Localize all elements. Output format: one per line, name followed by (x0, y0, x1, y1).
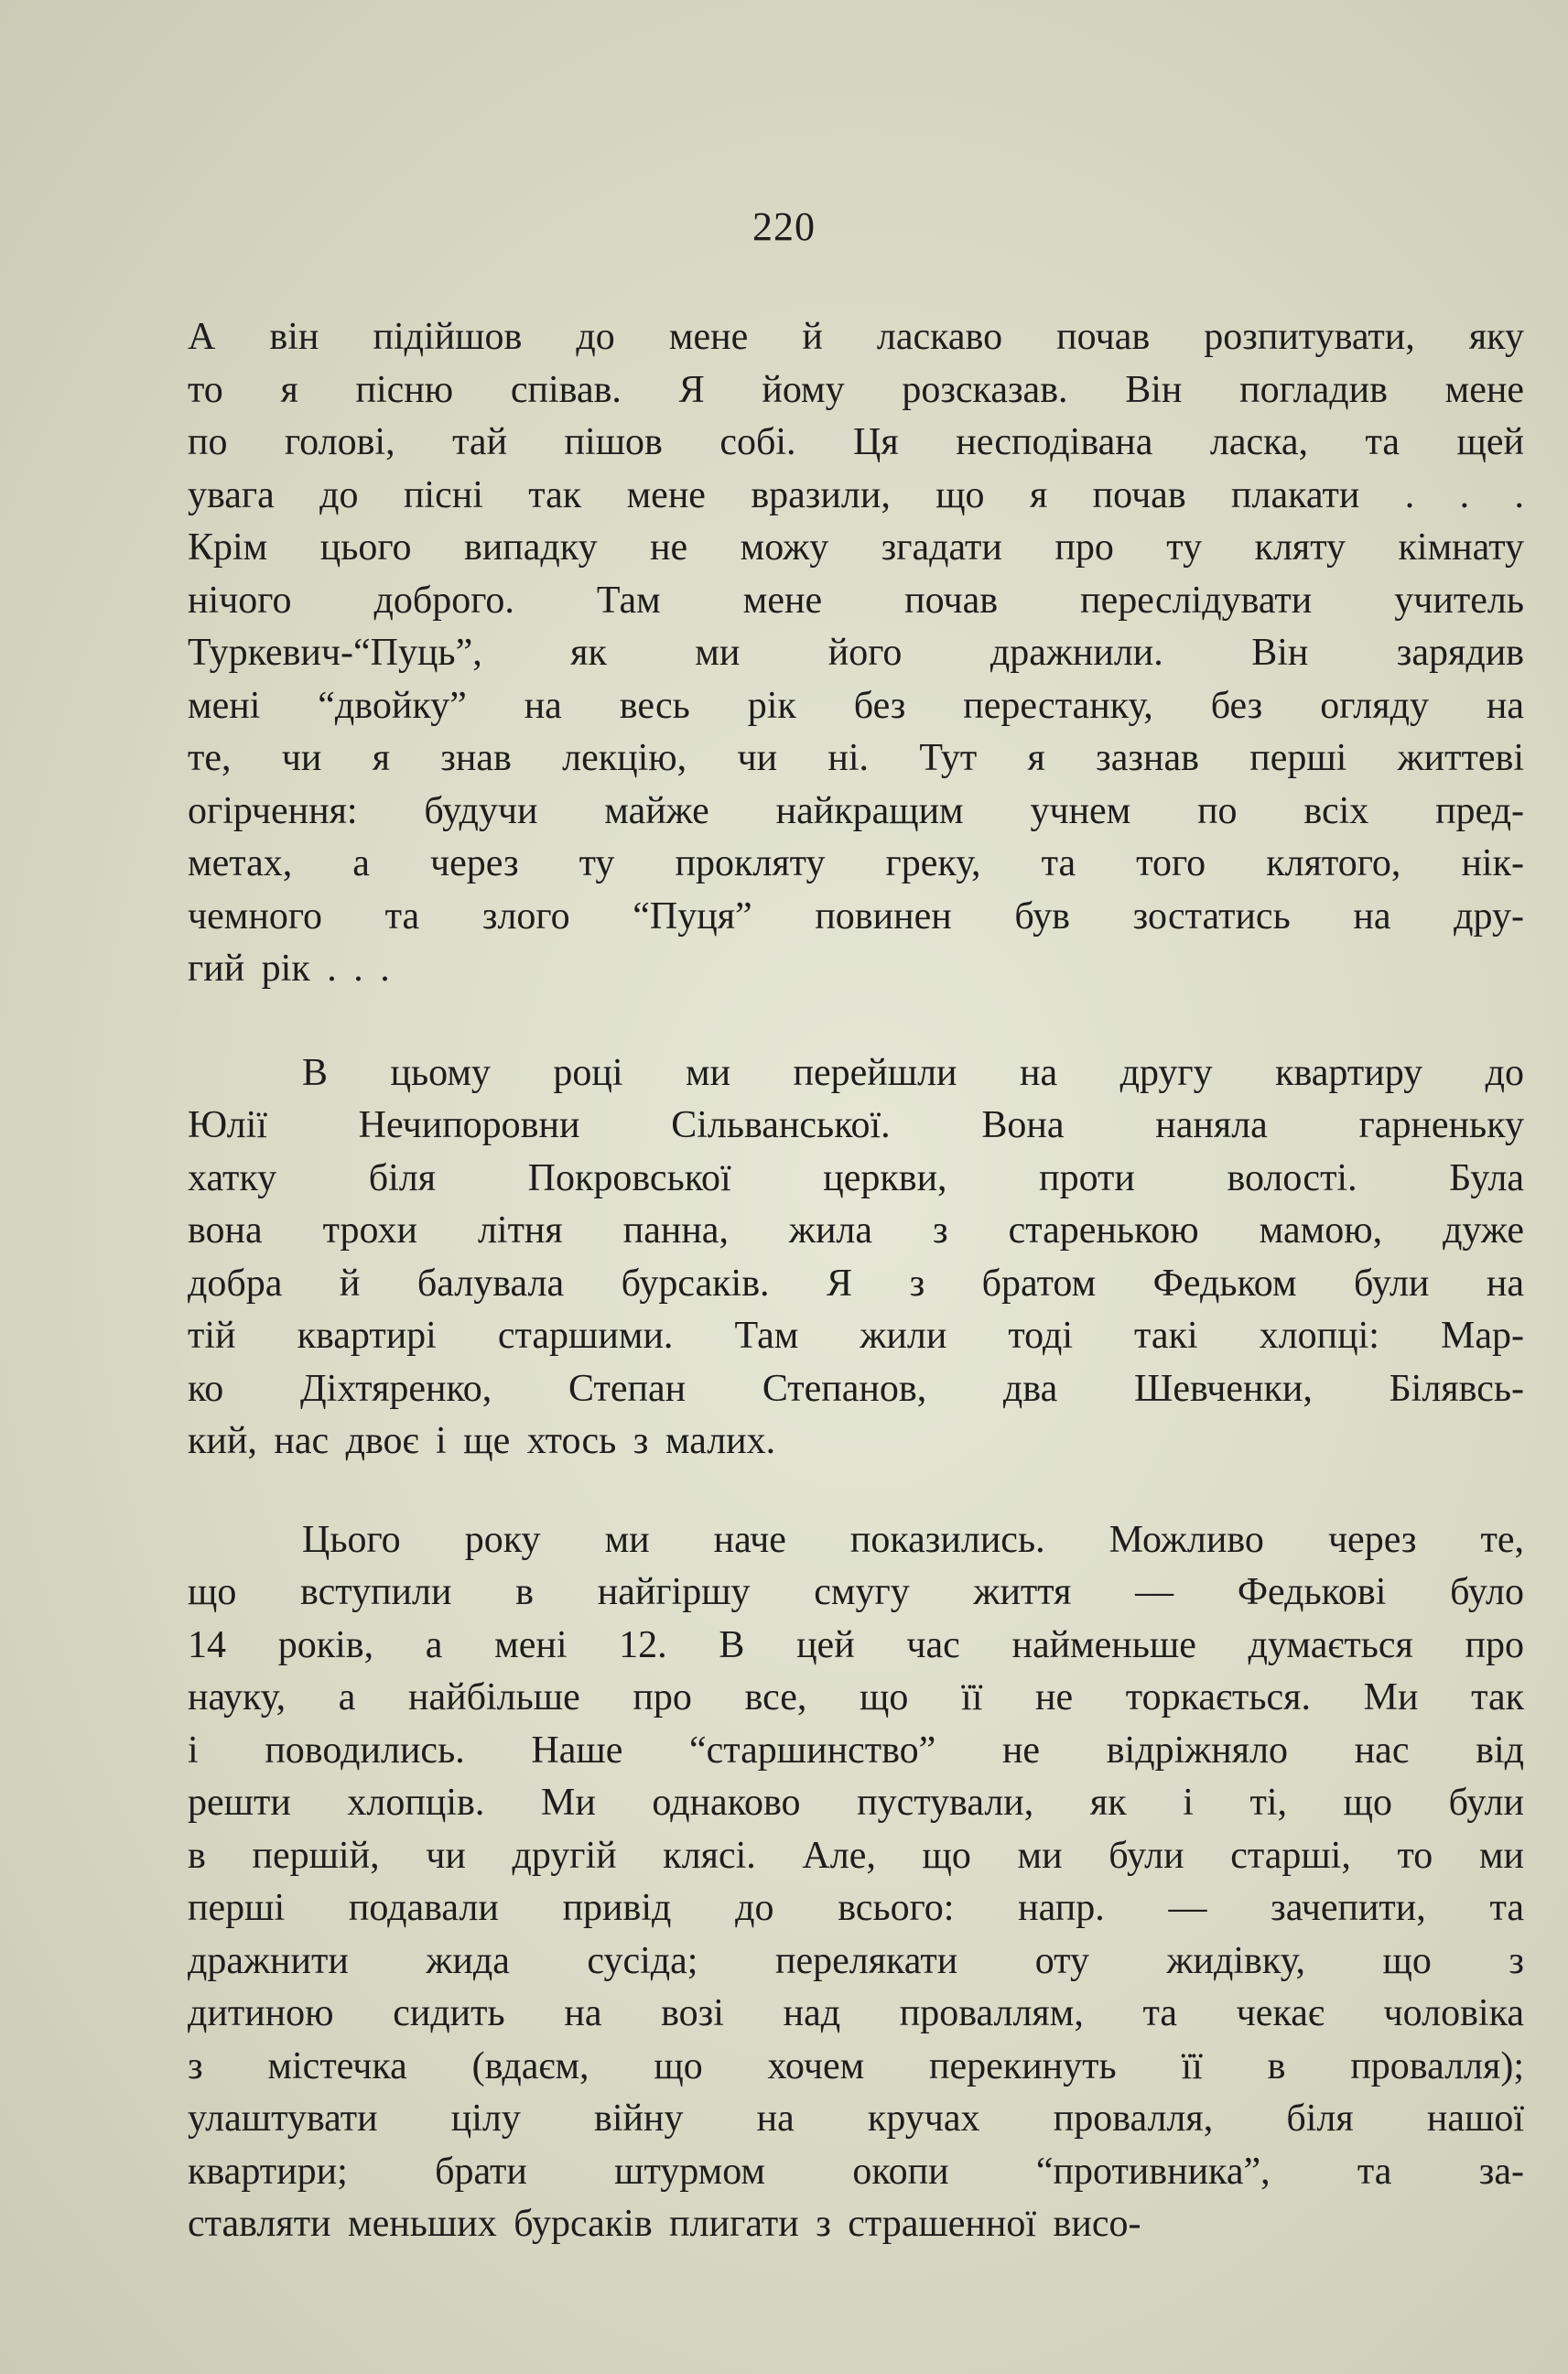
text-line: ко Діхтяренко, Степан Степанов, два Шевченки, Білявсь- (188, 1367, 1524, 1410)
text-line: тій квартирі старшими. Там жили тоді такі хлопці: Мар- (188, 1315, 1524, 1357)
text-line: ставляти меньших бурсаків плигати з страшенної висо- (188, 2203, 1141, 2245)
paragraph (188, 1514, 1524, 2251)
page-text (188, 311, 1524, 2251)
text-line: увага до пісні так мене вразили, що я почав плакати . . . (188, 473, 1524, 516)
text-line: кий, нас двоє і ще хтось з малих. (188, 1420, 776, 1462)
text-line: Цього року ми наче показились. Можливо через те, (302, 1518, 1524, 1561)
text-line: науку, а найбільше про все, що її не торкається. Ми так (188, 1676, 1524, 1718)
text-line: і поводились. Наше “старшинство” не відріжняло нас від (188, 1729, 1524, 1772)
text-line: то я пісню співав. Я йому розсказав. Він погладив мене (188, 368, 1524, 411)
text-line: дитиною сидить на возі над проваллям, та чекає чоловіка (188, 1992, 1524, 2034)
text-line: Туркевич-“Пуць”, як ми його дражнили. Він зарядив (188, 632, 1524, 674)
text-line: мені “двойку” на весь рік без перестанку, без огляду на (188, 684, 1524, 727)
text-line: улаштувати цілу війну на кручах провалля, біля нашої (188, 2098, 1524, 2140)
text-line: гий рік . . . (188, 948, 390, 990)
text-line: вона трохи літня панна, жила з старенькою мамою, дуже (188, 1209, 1524, 1252)
text-line: з містечка (вдаєм, що хочем перекинуть її в провалля); (188, 2044, 1524, 2087)
text-line: перші подавали привід до всього: напр. — зачепити, та (188, 1887, 1524, 1929)
text-line: нічого доброго. Там мене почав переслідувати учитель (188, 579, 1524, 622)
text-line: квартири; брати штурмом окопи “противника”, та за- (188, 2150, 1524, 2193)
paragraph (188, 1047, 1524, 1469)
text-line: по голові, тай пішов собі. Ця несподівана ласка, та щей (188, 421, 1524, 463)
text-line: що вступили в найгіршу смугу життя — Федькові було (188, 1571, 1524, 1613)
text-line: дражнити жида сусіда; перелякати оту жидівку, що з (188, 1939, 1524, 1982)
page-number: 220 (752, 204, 816, 249)
text-line: в першій, чи другій клясі. Але, що ми були старші, то ми (188, 1834, 1524, 1877)
text-line: огірчення: будучи майже найкращим учнем по всіх пред- (188, 789, 1524, 832)
text-line: В цьому році ми перейшли на другу квартиру до (302, 1051, 1524, 1094)
text-line: Юлії Нечипоровни Сільванської. Вона наняла гарненьку (188, 1104, 1524, 1146)
text-line: решти хлопців. Ми однаково пустували, як і ті, що були (188, 1782, 1524, 1824)
text-line: добра й балувала бурсаків. Я з братом Федьком були на (188, 1262, 1524, 1305)
text-line: хатку біля Покровської церкви, проти волості. Була (188, 1156, 1524, 1199)
text-line: те, чи я знав лекцію, чи ні. Тут я зазнав перші життеві (188, 737, 1524, 779)
text-line: 14 років, а мені 12. В цей час найменьше думається про (188, 1623, 1524, 1666)
paragraph (188, 311, 1524, 996)
text-line: А він підійшов до мене й ласкаво почав розпитувати, яку (188, 316, 1524, 358)
text-line: чемного та злого “Пуця” повинен був зостатись на дру- (188, 894, 1524, 938)
text-line: метах, а через ту прокляту греку, та того клятого, нік- (188, 842, 1524, 884)
text-line: Крім цього випадку не можу згадати про ту кляту кімнату (188, 526, 1524, 569)
